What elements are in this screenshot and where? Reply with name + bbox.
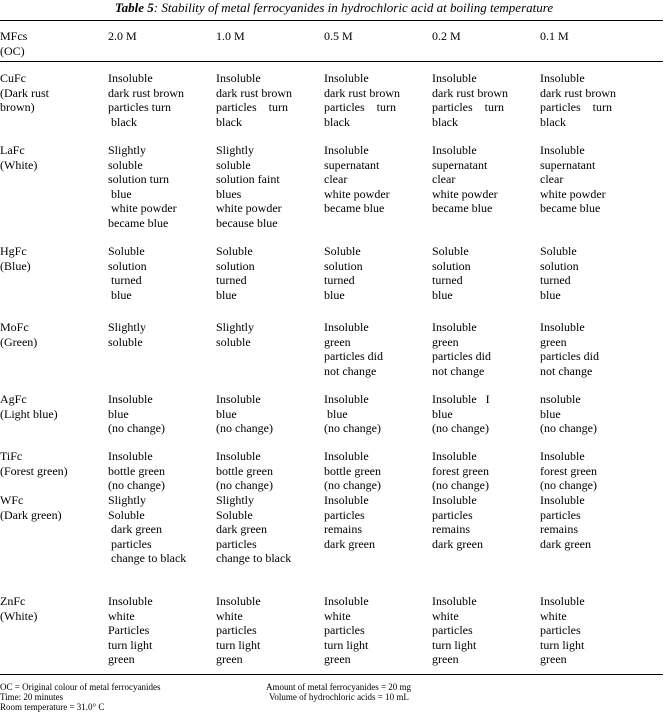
header-concentration: 1.0 M — [216, 29, 245, 43]
header-rule — [0, 61, 663, 62]
table-cell: Insoluble supernatant clear white powder became blue — [324, 143, 390, 216]
table-cell: Insoluble particles remains dark green — [324, 493, 375, 551]
table-cell: Soluble solution turned blue — [216, 244, 255, 302]
table-cell: Insoluble blue (no change) — [324, 392, 381, 436]
table-cell: Insoluble green particles did not change — [324, 320, 383, 378]
table-cell: Insoluble white particles turn light green — [324, 594, 369, 667]
header-mfcs: MFcs (OC) — [0, 29, 28, 58]
table-cell: Insoluble green particles did not change — [540, 320, 599, 378]
footnote-time: Time: 20 minutes — [0, 692, 64, 702]
table-cell: Soluble solution turned blue — [108, 244, 147, 302]
table-cell: Slightly Soluble dark green particles change to black — [216, 493, 292, 566]
table-cell: Soluble solution turned blue — [324, 244, 363, 302]
table-cell: Insoluble white particles turn light green — [540, 594, 585, 667]
table-title-label: Table 5 — [114, 0, 154, 15]
table-title — [0, 0, 668, 16]
table-cell: Insoluble forest green (no change) — [540, 449, 597, 493]
header-concentration: 0.2 M — [432, 29, 461, 43]
footnote-room-temperature: Room temperature = 31.0° C — [0, 702, 105, 712]
table-cell: Soluble solution turned blue — [432, 244, 471, 302]
table-cell: Slightly soluble — [108, 320, 147, 349]
table-title-text: : Stability of metal ferrocyanides in hydrochloric acid at boiling temperature — [153, 0, 554, 15]
table-cell: Slightly Soluble dark green particles change to black — [108, 493, 187, 566]
footnote-amount: Amount of metal ferrocyanides = 20 mg — [266, 682, 412, 692]
row-compound-name: HgFc (Blue) — [0, 244, 31, 273]
row-compound-name: LaFc (White) — [0, 143, 38, 172]
table-cell: Insoluble dark rust brown particles turn black — [432, 71, 508, 129]
table-cell: Insoluble forest green (no change) — [432, 449, 489, 493]
table-cell: Insoluble bottle green (no change) — [216, 449, 273, 493]
table-cell: Insoluble bottle green (no change) — [324, 449, 381, 493]
header-concentration: 0.1 M — [540, 29, 569, 43]
row-compound-name: WFc (Dark green) — [0, 493, 62, 522]
table-cell: Insoluble dark rust brown particles turn black — [324, 71, 400, 129]
table-cell: Insoluble I blue (no change) — [432, 392, 490, 436]
header-concentration: 0.5 M — [324, 29, 353, 43]
row-compound-name: MoFc (Green) — [0, 320, 38, 349]
table-cell: Insoluble dark rust brown particles turn black — [540, 71, 616, 129]
top-rule — [0, 20, 663, 21]
table-cell: Insoluble dark rust brown particles turn black — [216, 71, 292, 129]
table-cell: Insoluble blue (no change) — [108, 392, 165, 436]
table-cell: Insoluble white particles turn light green — [216, 594, 261, 667]
table-cell: nsoluble blue (no change) — [540, 392, 597, 436]
row-compound-name: AgFc (Light blue) — [0, 392, 58, 421]
table-cell: Slightly soluble — [216, 320, 255, 349]
table-cell: Insoluble bottle green (no change) — [108, 449, 165, 493]
table-cell: Insoluble particles remains dark green — [432, 493, 483, 551]
table-cell: Slightly soluble solution turn blue white powder became blue — [108, 143, 177, 230]
header-concentration: 2.0 M — [108, 29, 137, 43]
table-cell: Insoluble dark rust brown particles turn black — [108, 71, 184, 129]
row-compound-name: CuFc (Dark rust brown) — [0, 71, 49, 115]
table-cell: Insoluble supernatant clear white powder became blue — [540, 143, 606, 216]
table-cell: Slightly soluble solution faint blues white powder because blue — [216, 143, 282, 230]
footnote-oc: OC = Original colour of metal ferrocyanides — [0, 682, 161, 692]
table-cell: Insoluble white Particles turn light green — [108, 594, 153, 667]
row-compound-name: ZnFc (White) — [0, 594, 38, 623]
row-compound-name: TiFc (Forest green) — [0, 449, 68, 478]
table-cell: Insoluble supernatant clear white powder became blue — [432, 143, 498, 216]
bottom-rule — [0, 674, 663, 675]
table-cell: Insoluble green particles did not change — [432, 320, 491, 378]
table-cell: Insoluble particles remains dark green — [540, 493, 591, 551]
footnote-volume: Volume of hydrochloric acids = 10 mL — [269, 692, 409, 702]
table-cell: Soluble solution turned blue — [540, 244, 579, 302]
table-cell: Insoluble white particles turn light green — [432, 594, 477, 667]
table-cell: Insoluble blue (no change) — [216, 392, 273, 436]
